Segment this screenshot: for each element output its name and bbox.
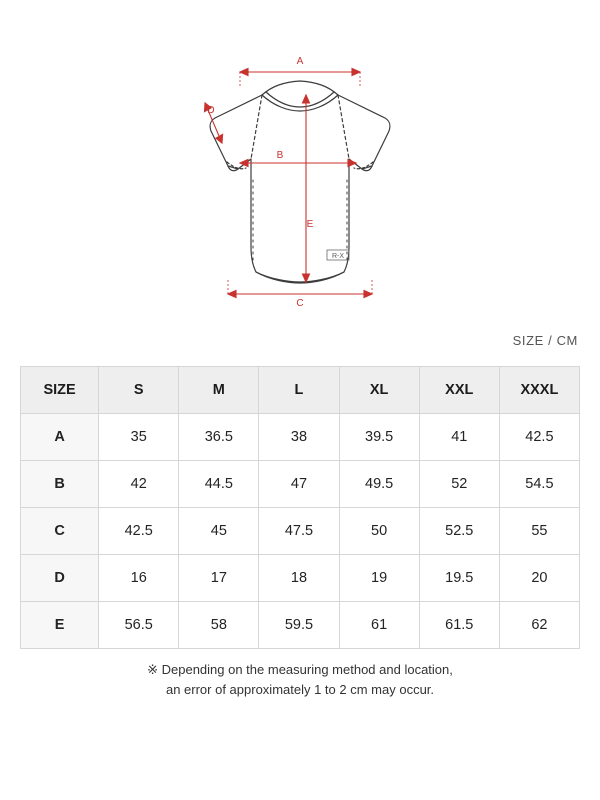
row-label-d: D xyxy=(21,555,99,602)
cell-a-l: 38 xyxy=(259,414,339,461)
cell-a-xl: 39.5 xyxy=(339,414,419,461)
footnote-line-2: an error of approximately 1 to 2 cm may occur. xyxy=(165,682,435,698)
cell-c-s: 42.5 xyxy=(99,508,179,555)
cell-a-s: 35 xyxy=(99,414,179,461)
cell-d-s: 16 xyxy=(99,555,179,602)
cell-d-xxl: 19.5 xyxy=(419,555,499,602)
svg-text:R-X: R-X xyxy=(331,253,345,260)
cell-d-m: 17 xyxy=(179,555,259,602)
brand-mark xyxy=(327,250,349,260)
cell-b-s: 42 xyxy=(99,461,179,508)
cell-b-xxl: 52 xyxy=(419,461,499,508)
cell-d-xl: 19 xyxy=(339,555,419,602)
table-row xyxy=(21,602,580,649)
cell-b-l: 47 xyxy=(259,461,339,508)
cell-c-m: 45 xyxy=(179,508,259,555)
cell-c-xxl: 52.5 xyxy=(419,508,499,555)
column-header-m: M xyxy=(179,367,259,414)
cell-a-xxl: 41 xyxy=(419,414,499,461)
size-table xyxy=(20,366,580,649)
footnote xyxy=(0,660,600,700)
row-label-c: C xyxy=(21,508,99,555)
cell-e-xxl: 61.5 xyxy=(419,602,499,649)
cell-a-xxxl: 42.5 xyxy=(499,414,579,461)
column-header-size: SIZE xyxy=(21,367,99,414)
cell-e-s: 56.5 xyxy=(99,602,179,649)
marker-label-c: C xyxy=(296,298,304,309)
cell-e-xxxl: 62 xyxy=(499,602,579,649)
cell-c-xxxl: 55 xyxy=(499,508,579,555)
table-row xyxy=(21,414,580,461)
cell-c-xl: 50 xyxy=(339,508,419,555)
cell-a-m: 36.5 xyxy=(179,414,259,461)
row-label-e: E xyxy=(21,602,99,649)
column-header-l: L xyxy=(259,367,339,414)
cell-b-xxxl: 54.5 xyxy=(499,461,579,508)
table-header-row xyxy=(21,367,580,414)
marker-label-d: D xyxy=(207,105,215,116)
tshirt-outline xyxy=(210,81,390,283)
column-header-s: S xyxy=(99,367,179,414)
footnote-line-1: ※ Depending on the measuring method and location, xyxy=(147,662,453,677)
cell-b-m: 44.5 xyxy=(179,461,259,508)
cell-b-xl: 49.5 xyxy=(339,461,419,508)
cell-c-l: 47.5 xyxy=(259,508,339,555)
table-header xyxy=(21,367,580,414)
unit-label: SIZE / CM xyxy=(512,333,578,348)
column-header-xxxl: XXXL xyxy=(499,367,579,414)
marker-label-a: A xyxy=(296,56,304,67)
table-row xyxy=(21,508,580,555)
cell-d-xxxl: 20 xyxy=(499,555,579,602)
table-row xyxy=(21,461,580,508)
garment-illustration xyxy=(0,0,600,320)
size-table-container xyxy=(20,366,580,649)
cell-d-l: 18 xyxy=(259,555,339,602)
table-body xyxy=(21,414,580,649)
row-label-b: B xyxy=(21,461,99,508)
marker-label-b: B xyxy=(276,150,284,161)
cell-e-m: 58 xyxy=(179,602,259,649)
cell-e-l: 59.5 xyxy=(259,602,339,649)
marker-label-e: E xyxy=(306,219,314,230)
column-header-xl: XL xyxy=(339,367,419,414)
cell-e-xl: 61 xyxy=(339,602,419,649)
row-label-a: A xyxy=(21,414,99,461)
column-header-xxl: XXL xyxy=(419,367,499,414)
table-row xyxy=(21,555,580,602)
